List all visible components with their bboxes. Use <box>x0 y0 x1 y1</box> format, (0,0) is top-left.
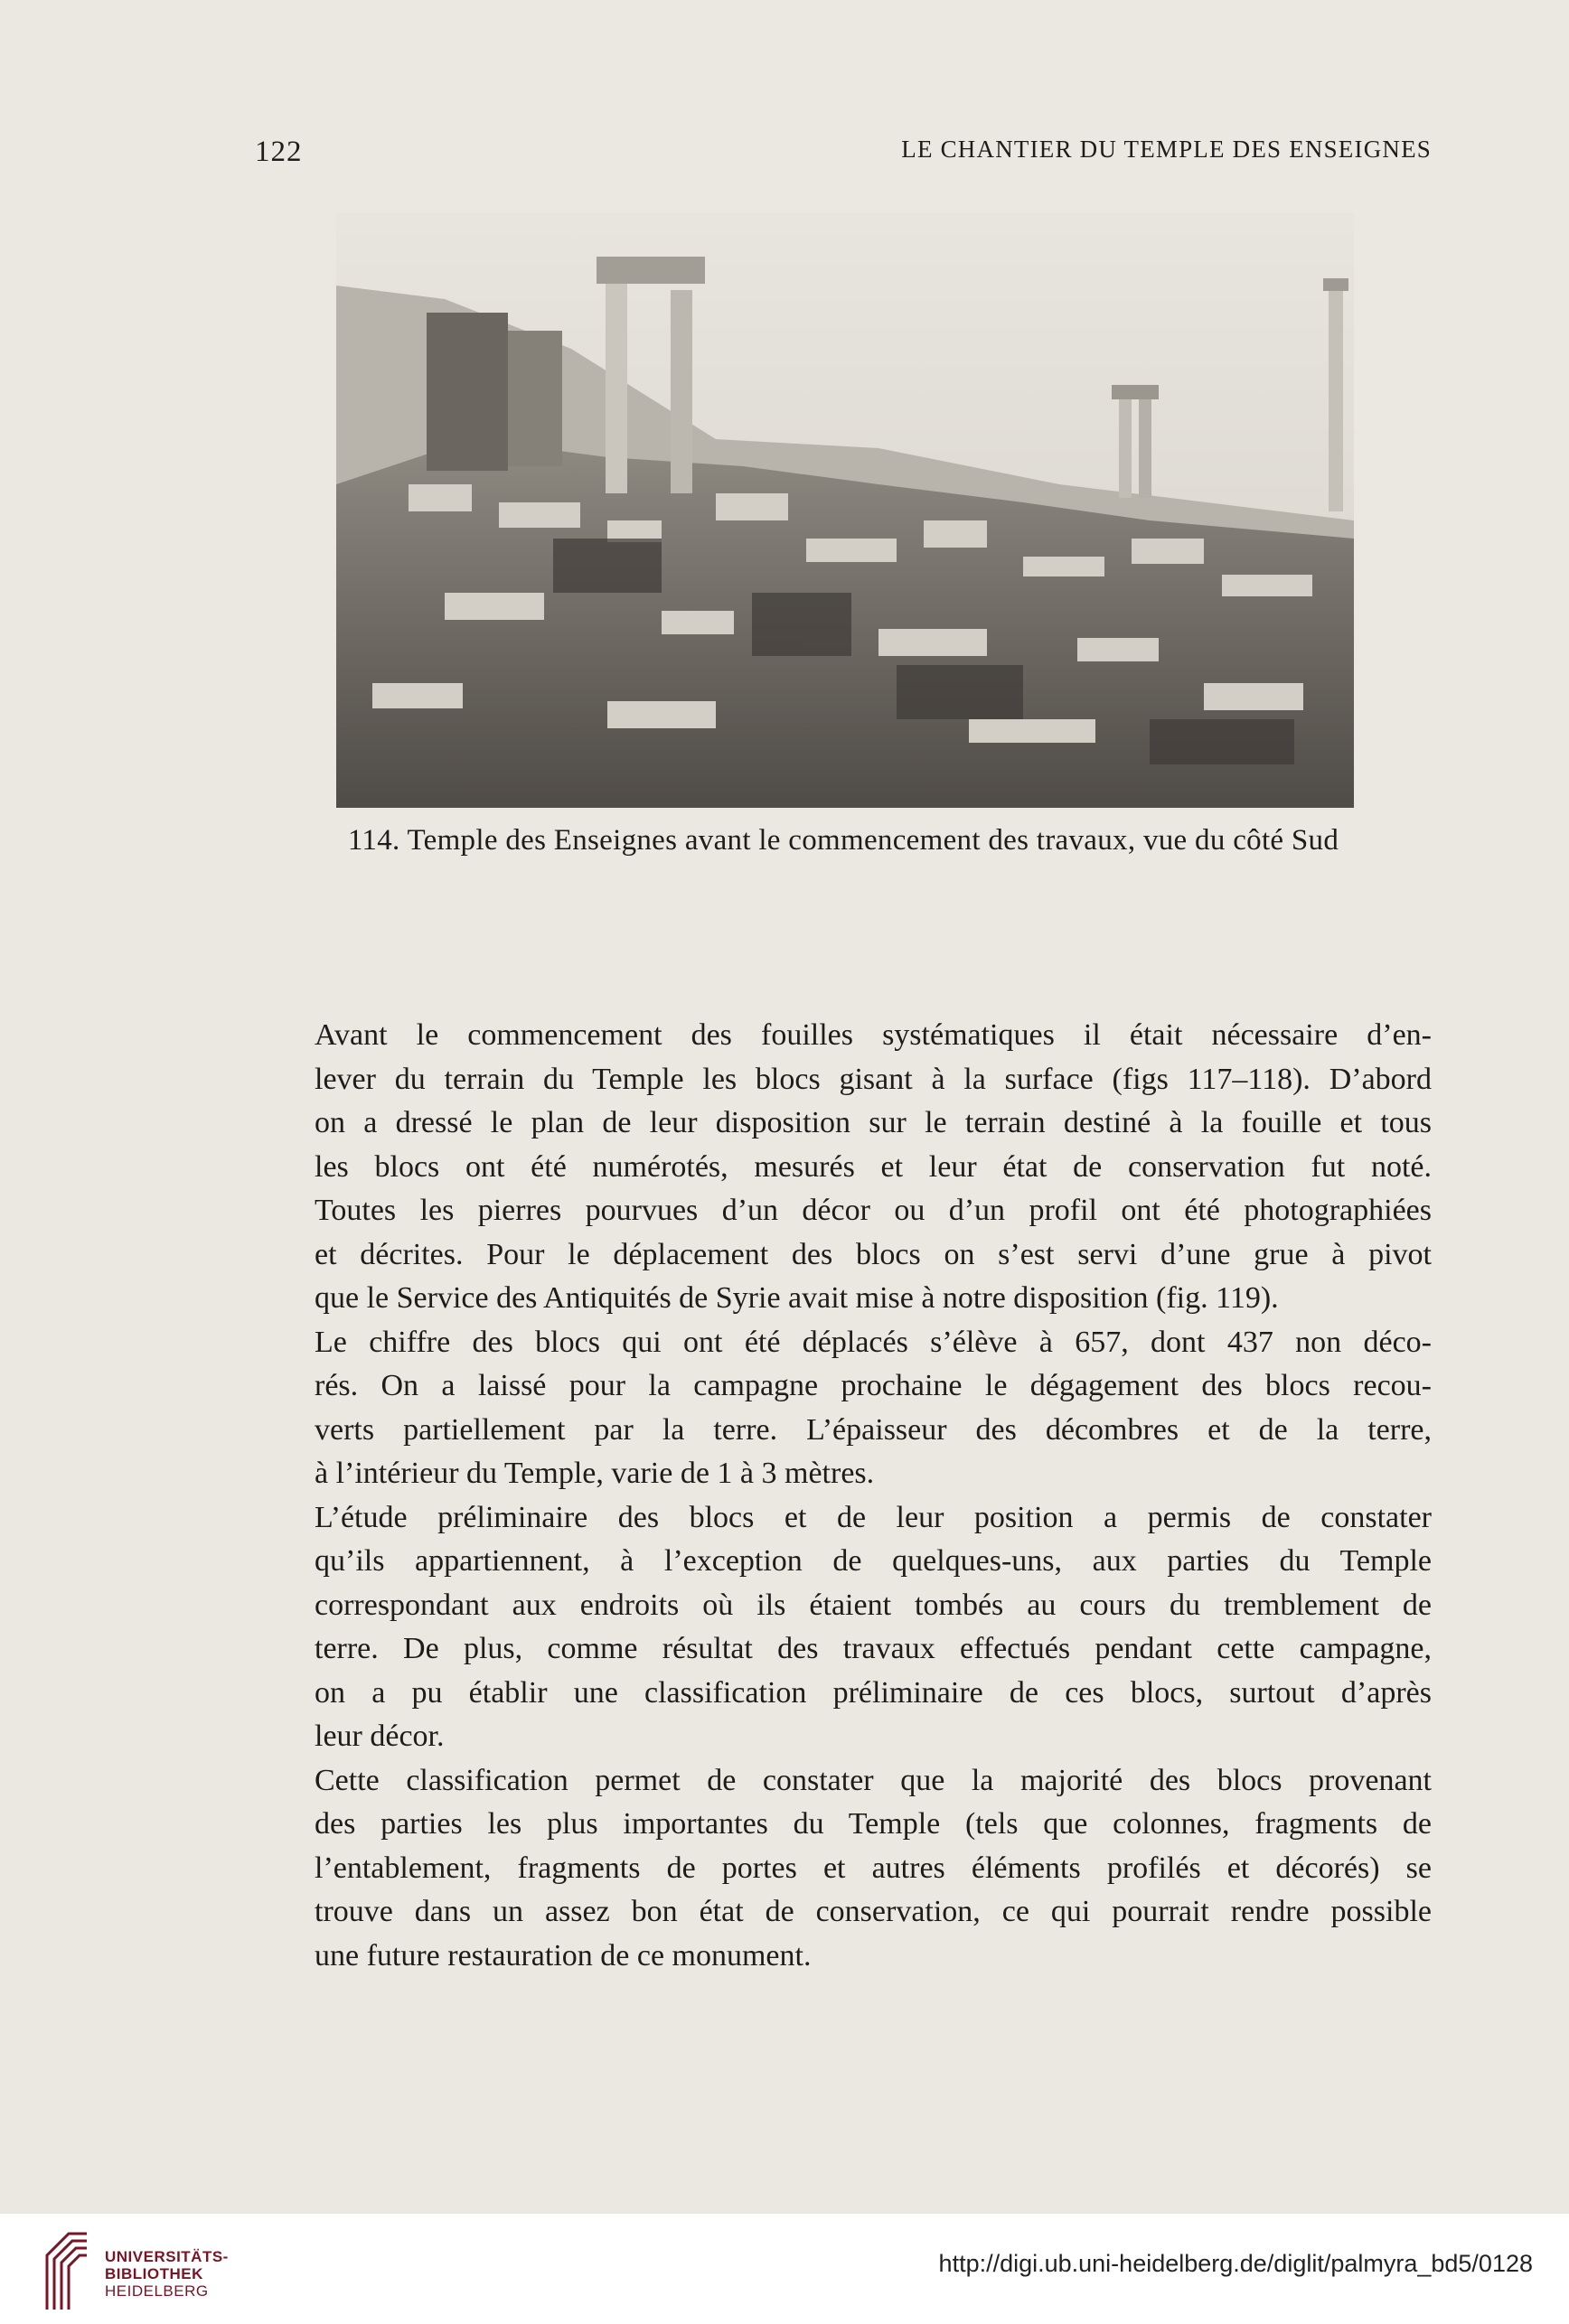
text-line: et décrites. Pour le déplacement des blocs on s’est servi d’une grue à pivot <box>315 1237 1432 1271</box>
text-line: on a pu établir une classification préliminaire de ces blocs, surtout d’après <box>315 1675 1432 1710</box>
library-name <box>105 2248 229 2300</box>
photo-illustration <box>336 213 1354 808</box>
library-name-line: UNIVERSITÄTS- <box>105 2248 229 2265</box>
text-line: l’entablement, fragments de portes et autres éléments profilés et décorés) se <box>315 1851 1432 1885</box>
text-line: lever du terrain du Temple les blocs gisant à la surface (figs 117–118). D’abord <box>315 1062 1432 1096</box>
body-text <box>260 1014 1432 1978</box>
text-line: leur décor. <box>315 1720 445 1753</box>
paragraph <box>260 1759 1432 1979</box>
text-line: que le Service des Antiquités de Syrie avait mise à notre disposition (fig. 119). <box>315 1281 1279 1315</box>
text-line: les blocs ont été numérotés, mesurés et leur état de conservation fut noté. <box>315 1149 1432 1184</box>
text-line: des parties les plus importantes du Temple (tels que colonnes, fragments de <box>315 1807 1432 1841</box>
text-line: Cette classification permet de constater que la majorité des blocs provenant <box>315 1763 1432 1797</box>
text-line: on a dressé le plan de leur disposition sur le terrain destiné à la fouille et tous <box>315 1106 1432 1139</box>
figure-caption: 114. Temple des Enseignes avant le commencement des travaux, vue du côté Sud <box>347 824 1339 857</box>
paragraph <box>260 1014 1432 1321</box>
paragraph <box>260 1496 1432 1759</box>
text-line: trouve dans un assez bon état de conservation, ce qui pourrait rendre possible <box>315 1895 1432 1928</box>
text-line: rés. On a laissé pour la campagne prochaine le dégagement des blocs recou- <box>315 1369 1432 1402</box>
page-header <box>255 136 1432 175</box>
digitization-footer <box>0 2214 1569 2324</box>
text-line: une future restauration de ce monument. <box>315 1938 812 1973</box>
paragraph <box>260 1321 1432 1496</box>
text-line: terre. De plus, comme résultat des travaux effectués pendant cette campagne, <box>315 1632 1432 1665</box>
running-title: LE CHANTIER DU TEMPLE DES ENSEIGNES <box>901 136 1432 163</box>
page-number: 122 <box>255 136 303 168</box>
text-line: verts partiellement par la terre. L’épaisseur des décombres et de la terre, <box>315 1412 1432 1447</box>
text-line: qu’ils appartiennent, à l’exception de quelques-uns, aux parties du Temple <box>315 1544 1432 1578</box>
library-name-line: BIBLIOTHEK <box>105 2265 203 2282</box>
text-line: Toutes les pierres pourvues d’un décor ou d’un profil ont été photographiées <box>315 1194 1432 1227</box>
text-line: à l’intérieur du Temple, varie de 1 à 3 mètres. <box>315 1457 875 1490</box>
text-line: correspondant aux endroits où ils étaient tombés au cours du tremblement de <box>315 1588 1432 1622</box>
temple-ruins-photo <box>336 213 1354 808</box>
library-logo-icon <box>42 2228 92 2315</box>
text-line: L’étude préliminaire des blocs et de leur position a permis de constater <box>315 1500 1432 1534</box>
text-line: Avant le commencement des fouilles systématiques il était nécessaire d’en- <box>315 1018 1432 1052</box>
text-line: Le chiffre des blocs qui ont été déplacés s’élève à 657, dont 437 non déco- <box>315 1325 1432 1359</box>
library-name-line: HEIDELBERG <box>105 2282 209 2300</box>
source-url-link[interactable]: http://digi.ub.uni-heidelberg.de/diglit/palmyra_bd5/0128 <box>938 2250 1533 2277</box>
